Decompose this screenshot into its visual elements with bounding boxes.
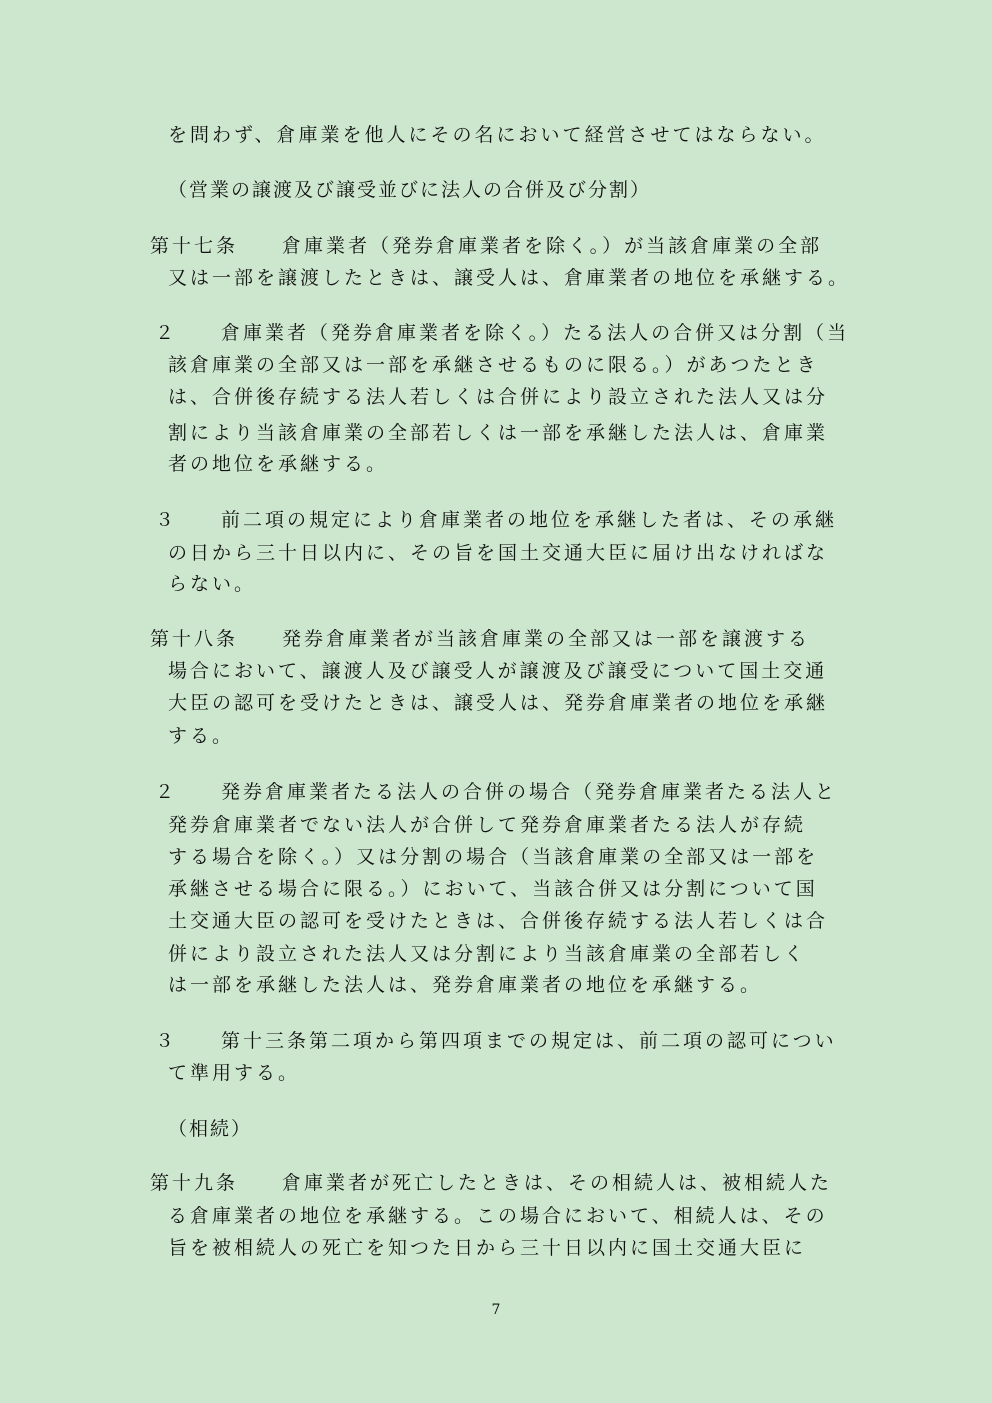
article-18-para-2-line-3: する場合を除く。）又は分割の場合（当該倉庫業の全部又は一部を: [168, 846, 819, 868]
article-17-para-3-line-2: の日から三十日以内に、その旨を国土交通大臣に届け出なければな: [168, 542, 829, 564]
article-18-para-2-line-1: ２ 発券倉庫業者たる法人の合併の場合（発券倉庫業者たる法人と: [155, 781, 838, 803]
article-18-line-4: する。: [168, 725, 235, 747]
article-19-line-1: 第十九条 倉庫業者が死亡したときは、その相続人は、被相続人た: [150, 1172, 833, 1194]
article-17-para-2-line-4: 割により当該倉庫業の全部若しくは一部を承継した法人は、倉庫業: [168, 422, 829, 444]
article-17-para-3-line-1: ３ 前二項の規定により倉庫業者の地位を承継した者は、その承継: [155, 509, 838, 531]
section-heading-transfer-merger: （営業の譲渡及び譲受並びに法人の合併及び分割）: [168, 179, 652, 201]
article-18-line-1: 第十八条 発券倉庫業者が当該倉庫業の全部又は一部を譲渡する: [150, 628, 811, 650]
article-19-line-3: 旨を被相続人の死亡を知つた日から三十日以内に国土交通大臣に: [168, 1237, 807, 1259]
page-number: 7: [491, 1302, 501, 1318]
article-17-para-2-line-3: は、合併後存続する法人若しくは合併により設立された法人又は分: [168, 386, 829, 408]
article-18-line-2: 場合において、譲渡人及び譲受人が譲渡及び譲受について国土交通: [168, 660, 828, 682]
text-line-1: を問わず、倉庫業を他人にその名において経営させてはならない。: [168, 124, 827, 146]
article-17-line-1: 第十七条 倉庫業者（発券倉庫業者を除く。）が当該倉庫業の全部: [150, 235, 823, 257]
section-heading-inheritance: （相続）: [168, 1118, 253, 1140]
article-18-para-2-line-6: 併により設立された法人又は分割により当該倉庫業の全部若しく: [168, 943, 807, 965]
article-18-para-3-line-2: て準用する。: [168, 1062, 301, 1084]
article-17-para-2-line-2: 該倉庫業の全部又は一部を承継させるものに限る。）があつたとき: [168, 354, 819, 376]
article-18-para-2-line-5: 土交通大臣の認可を受けたときは、合併後存続する法人若しくは合: [168, 910, 829, 932]
article-18-para-2-line-7: は一部を承継した法人は、発券倉庫業者の地位を承継する。: [168, 974, 763, 996]
article-17-line-2: 又は一部を譲渡したときは、譲受人は、倉庫業者の地位を承継する。: [168, 267, 851, 289]
article-17-para-2-line-5: 者の地位を承継する。: [168, 453, 389, 475]
article-18-para-2-line-2: 発券倉庫業者でない法人が合併して発券倉庫業者たる法人が存続: [168, 814, 807, 836]
article-18-para-2-line-4: 承継させる場合に限る。）において、当該合併又は分割について国: [168, 878, 818, 900]
article-17-para-2-line-1: ２ 倉庫業者（発券倉庫業者を除く。）たる法人の合併又は分割（当: [155, 322, 850, 344]
article-17-para-3-line-3: らない。: [168, 573, 257, 595]
article-19-line-2: る倉庫業者の地位を承継する。この場合において、相続人は、その: [168, 1205, 828, 1227]
article-18-para-3-line-1: ３ 第十三条第二項から第四項までの規定は、前二項の認可につい: [155, 1030, 837, 1052]
article-18-line-3: 大臣の認可を受けたときは、譲受人は、発券倉庫業者の地位を承継: [168, 692, 829, 714]
